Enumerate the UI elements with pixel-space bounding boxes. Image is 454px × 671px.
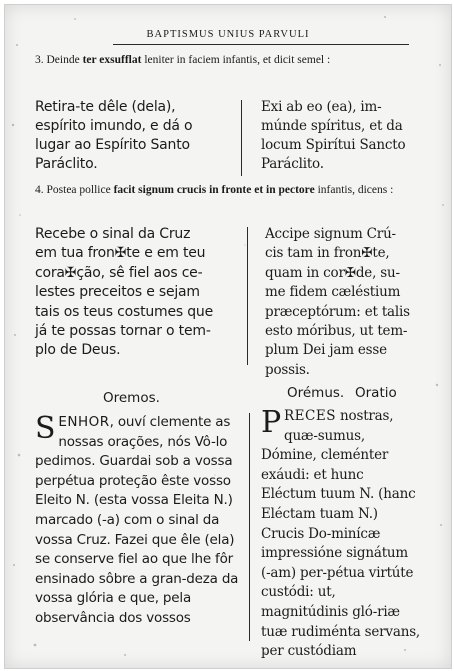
rubric-3-bold: ter exsufflat <box>82 54 142 66</box>
section-3-portuguese: Retira-te dêle (dela), espírito imundo, e dá o lugar ao Espírito Santo Paráclito. <box>35 99 193 172</box>
prayer-latin-text: nostras, quæ-sumus, Dómine, cleménter exáudi: et hunc Eléctum tuum N. (hanc Eléctam tuam N.) Crucis Do-minícæ impressióne signátum (-am) per-pétua virtúte custódi: ut, magnitúdinis gló-riæ tuæ rudiménta servans, per custódiam <box>261 408 421 660</box>
prayer-title-portuguese: Oremos. <box>103 390 160 406</box>
rubric-3-pre: Deinde <box>43 54 83 66</box>
prayer-portuguese <box>35 413 245 629</box>
prayer-latin <box>261 407 421 662</box>
prayer-portuguese-dropcap: S <box>35 411 56 446</box>
rubric-3-number: 3. <box>35 54 44 66</box>
column-divider-prayer <box>249 413 250 641</box>
prayer-oratio-label: Oratio <box>355 385 397 401</box>
rubric-4 <box>35 183 417 198</box>
prayer-title-latin: Orémus. <box>287 385 345 401</box>
prayer-portuguese-smallcaps: ENHOR <box>58 414 110 430</box>
section-3-latin: Exi ab eo (ea), im- múnde spíritus, et da locum Spirítui Sancto Paráclito. <box>261 99 406 172</box>
scanned-page <box>4 4 452 669</box>
rubric-4-bold: facit signum crucis in fronte et in pectore <box>113 184 315 196</box>
rubric-3 <box>35 53 417 68</box>
rubric-4-post: infantis, dicens : <box>314 184 394 196</box>
column-divider-3 <box>241 100 242 176</box>
prayer-latin-dropcap: P <box>261 405 281 440</box>
prayer-latin-smallcaps: RECES <box>284 408 336 424</box>
column-divider-4 <box>247 227 248 365</box>
header-rule <box>113 44 409 45</box>
rubric-4-number: 4. <box>35 184 44 196</box>
rubric-3-post: leniter in faciem infantis, et dicit semel : <box>141 54 331 66</box>
section-4-portuguese: Recebe o sinal da Cruz em tua fron✠te e em teu cora✠ção, sê fiel aos ce- lestes preceitos e sejam tais os teus costumes que já te possas tornar o tem- plo de Deus. <box>35 226 214 359</box>
rubric-4-pre: Postea pollice <box>43 184 114 196</box>
running-header: BAPTISMUS UNIUS PARVULI <box>146 29 310 40</box>
prayer-portuguese-text: , ouví clemente as nossas orações, nós Vô-lo pedimos. Guardai sob a vossa perpétua proteção êste vosso Eleito N. (esta vossa Eleita N.) marcado (-a) com o sinal da vossa Cruz. Fazei que êle (ela) se conserve fiel ao que lhe fôr ensinado sôbre a gran-deza da vossa glória e que, pela observância dos vossos <box>35 414 239 626</box>
section-4-latin: Accipe signum Crú- cis tam in fron✠te, quam in cor✠de, su- me fidem cæléstium præceptórum: et talis esto móribus, ut tem- plum Dei jam esse possis. <box>265 226 410 378</box>
